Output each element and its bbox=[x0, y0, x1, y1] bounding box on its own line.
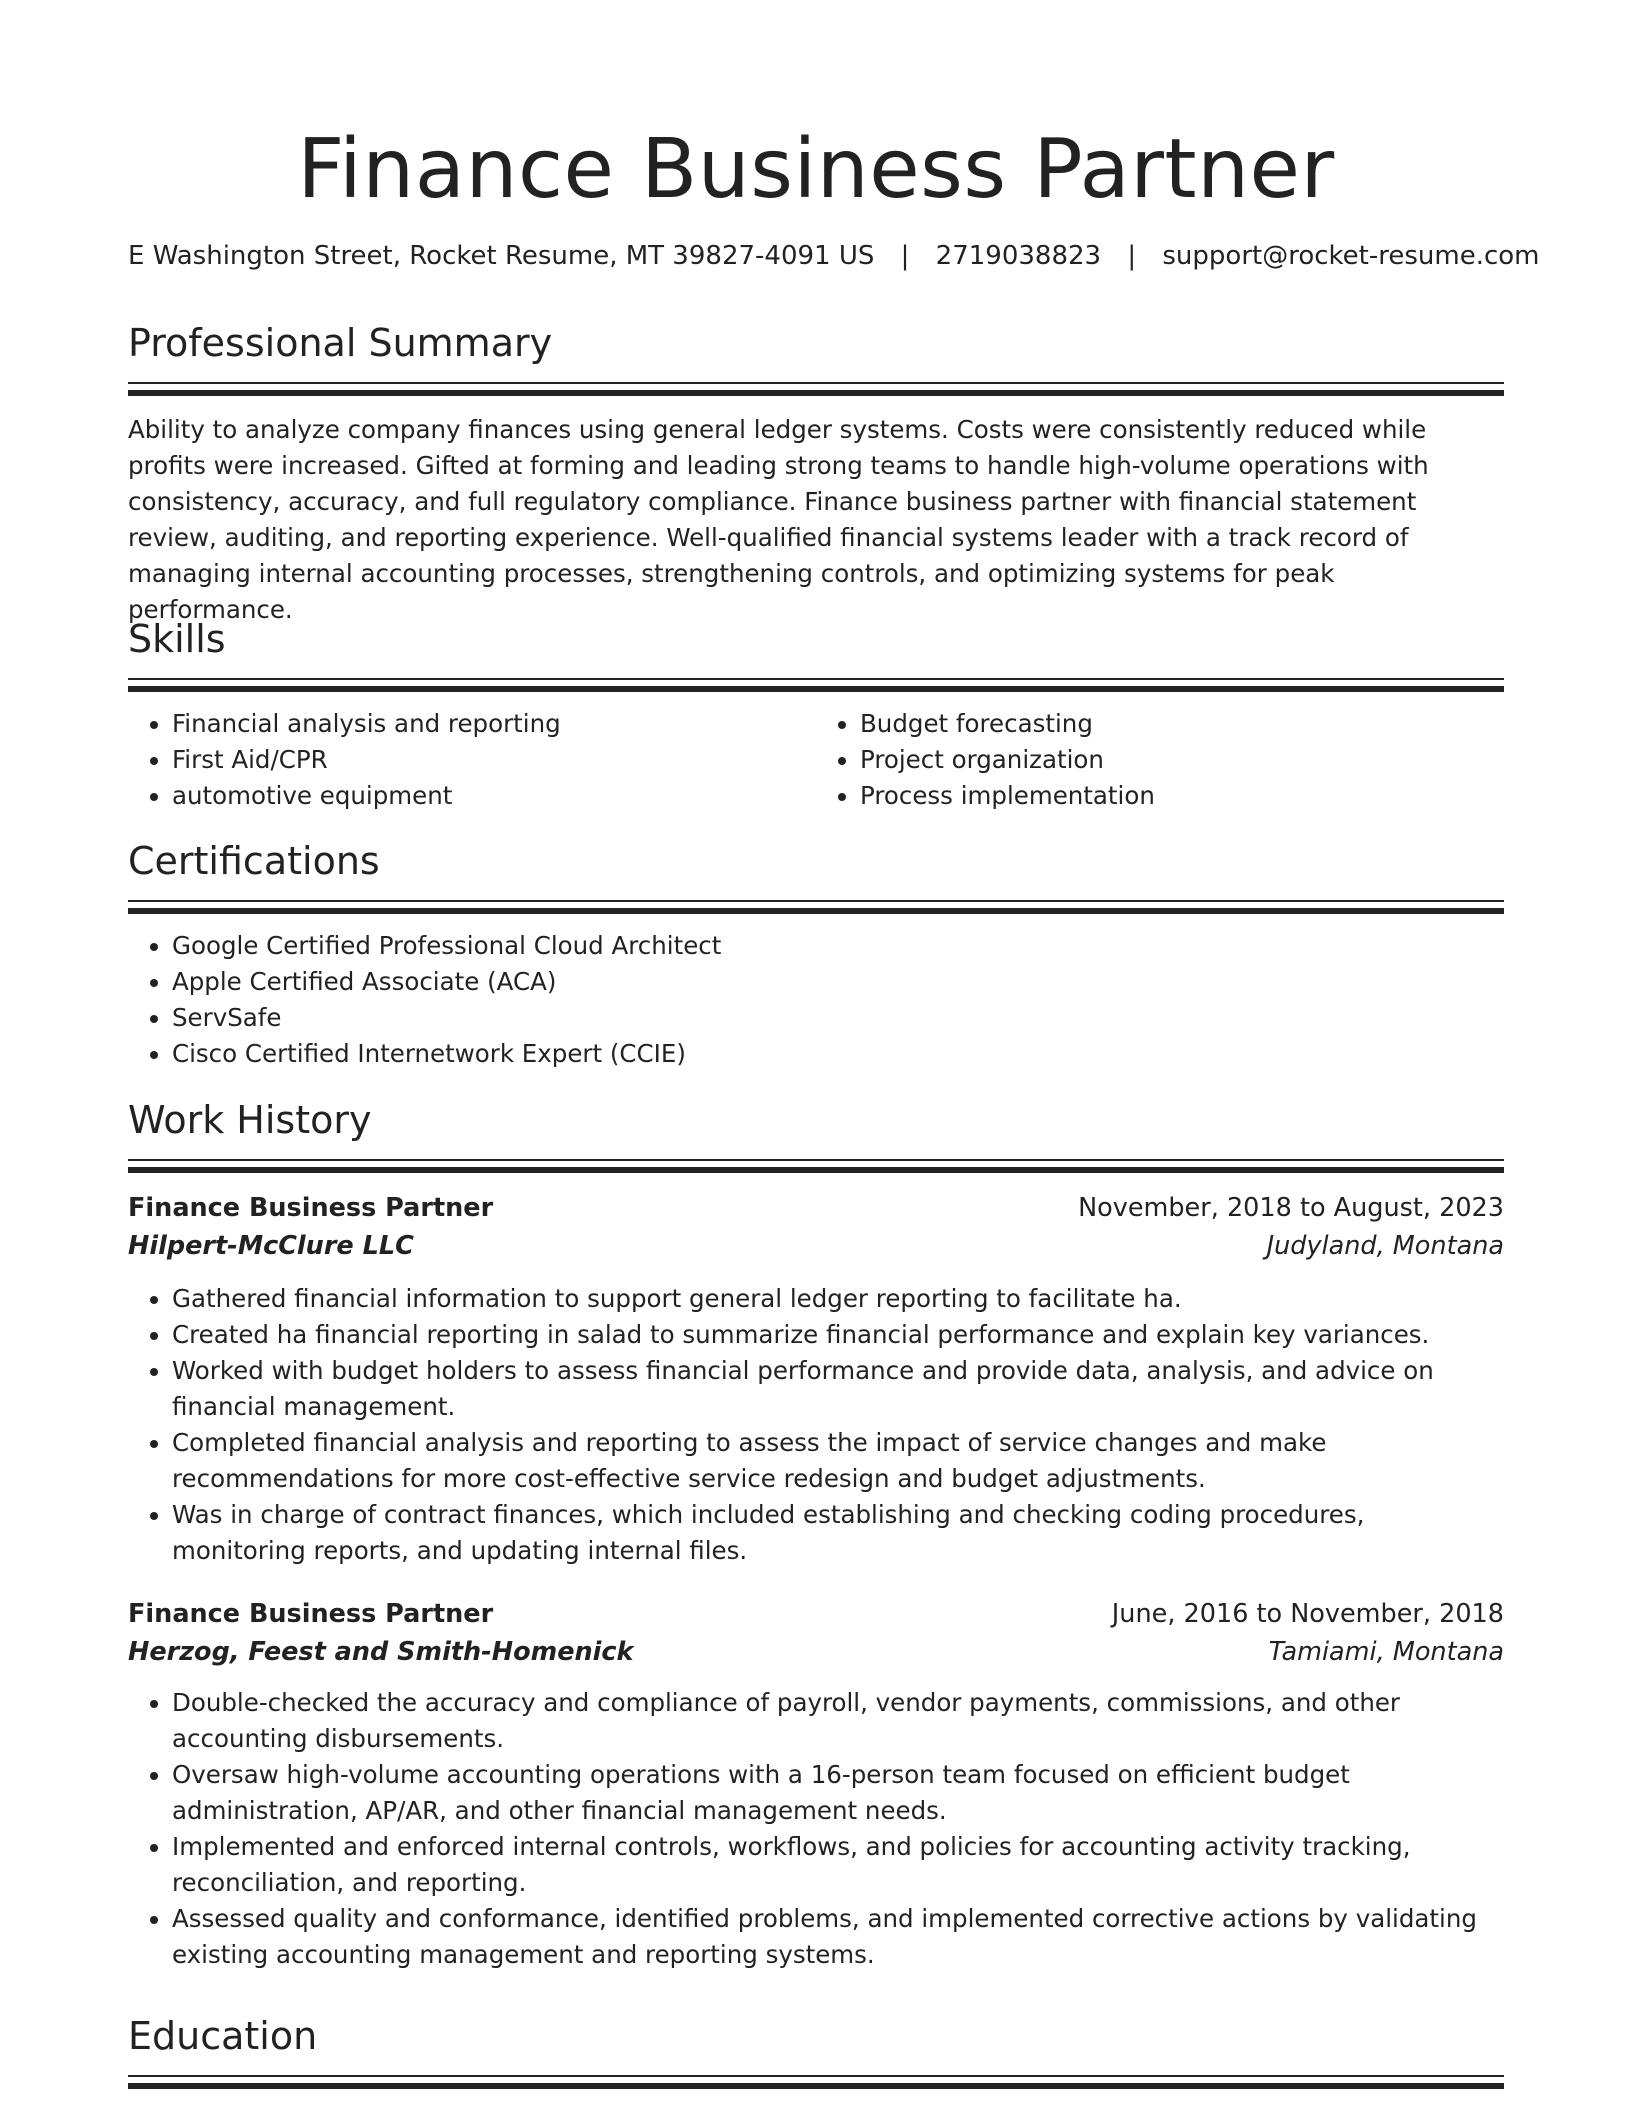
skill-item: • automotive equipment bbox=[172, 778, 816, 814]
certifications-section bbox=[128, 836, 1504, 1072]
job-company: Herzog, Feest and Smith-Homenick bbox=[128, 1637, 634, 1667]
contact-line bbox=[128, 238, 1540, 274]
certifications-list bbox=[128, 928, 1504, 1072]
certification-item: • ServSafe bbox=[172, 1000, 1504, 1036]
skills-list-left bbox=[128, 706, 816, 814]
contact-phone: 2719038823 bbox=[935, 241, 1102, 271]
skills-title: Skills bbox=[128, 617, 226, 661]
job-header bbox=[128, 1595, 1504, 1633]
job-entry bbox=[128, 1189, 1504, 1569]
skills-list-right bbox=[816, 706, 1504, 814]
education-title: Education bbox=[128, 2014, 318, 2058]
work-history-title: Work History bbox=[128, 1098, 372, 1142]
summary-text: Ability to analyze company finances using general ledger systems. Costs were consistently reduced while profits were increased. Gifted at forming and leading strong teams to handle high-volume operations with consistency, accuracy, and full regulatory compliance. Finance business partner with financial statement review, auditing, and reporting experience. Well-qualified financial systems leader with a track record of managing internal accounting processes, strengthening controls, and optimizing systems for peak performance. bbox=[128, 415, 1429, 624]
summary-section bbox=[128, 318, 1504, 628]
certification-item: • Google Certified Professional Cloud Architect bbox=[172, 928, 1504, 964]
contact-email[interactable]: support@rocket-resume.com bbox=[1162, 241, 1540, 271]
skills-section bbox=[128, 614, 1504, 814]
skill-item: • Financial analysis and reporting bbox=[172, 706, 816, 742]
summary-title: Professional Summary bbox=[128, 321, 553, 365]
section-divider-thick bbox=[128, 1167, 1504, 1173]
job-location: Tamiami, Montana bbox=[1268, 1637, 1504, 1667]
job-subheader bbox=[128, 1633, 1504, 1671]
job-dates: June, 2016 to November, 2018 bbox=[1111, 1599, 1504, 1629]
job-entry bbox=[128, 1595, 1504, 1973]
skill-item: • Budget forecasting bbox=[860, 706, 1504, 742]
certifications-title: Certifications bbox=[128, 839, 380, 883]
job-header bbox=[128, 1189, 1504, 1227]
job-location: Judyland, Montana bbox=[1266, 1231, 1504, 1261]
job-company: Hilpert-McClure LLC bbox=[128, 1231, 414, 1261]
job-bullet: • Double-checked the accuracy and compliance of payroll, vendor payments, commissions, and other accounting disbursements. bbox=[172, 1685, 1504, 1757]
job-bullet: • Implemented and enforced internal controls, workflows, and policies for accounting activity tracking, reconciliation, and reporting. bbox=[172, 1829, 1504, 1901]
job-bullet: • Was in charge of contract finances, which included establishing and checking coding procedures, monitoring reports, and updating internal files. bbox=[172, 1497, 1504, 1569]
contact-separator: | bbox=[900, 241, 910, 271]
job-dates: November, 2018 to August, 2023 bbox=[1078, 1193, 1504, 1223]
skills-columns bbox=[128, 692, 1504, 814]
certification-item: • Cisco Certified Internetwork Expert (CCIE) bbox=[172, 1036, 1504, 1072]
job-subheader bbox=[128, 1227, 1504, 1265]
skill-item: • Process implementation bbox=[860, 778, 1504, 814]
section-divider-thick bbox=[128, 390, 1504, 396]
job-bullet: • Completed financial analysis and reporting to assess the impact of service changes and make recommendations for more cost-effective service redesign and budget adjustments. bbox=[172, 1425, 1504, 1497]
contact-separator: | bbox=[1127, 241, 1137, 271]
section-divider bbox=[128, 1159, 1504, 1161]
job-bullet: • Oversaw high-volume accounting operations with a 16-person team focused on efficient budget administration, AP/AR, and other financial management needs. bbox=[172, 1757, 1504, 1829]
work-history-section bbox=[128, 1095, 1504, 1973]
job-bullets bbox=[128, 1685, 1504, 1973]
job-bullet: • Worked with budget holders to assess financial performance and provide data, analysis, and advice on financial management. bbox=[172, 1353, 1504, 1425]
section-divider bbox=[128, 2075, 1504, 2077]
section-divider-thick bbox=[128, 2083, 1504, 2089]
skill-item: • Project organization bbox=[860, 742, 1504, 778]
section-divider bbox=[128, 678, 1504, 680]
job-title: Finance Business Partner bbox=[128, 1599, 494, 1629]
certification-item: • Apple Certified Associate (ACA) bbox=[172, 964, 1504, 1000]
section-divider bbox=[128, 900, 1504, 902]
job-title: Finance Business Partner bbox=[128, 1193, 494, 1223]
job-bullet: • Assessed quality and conformance, identified problems, and implemented corrective actions by validating existing accounting management and reporting systems. bbox=[172, 1901, 1504, 1973]
contact-address: E Washington Street, Rocket Resume, MT 39827-4091 US bbox=[128, 241, 875, 271]
job-bullet: • Gathered financial information to support general ledger reporting to facilitate ha. bbox=[172, 1281, 1504, 1317]
skill-item: • First Aid/CPR bbox=[172, 742, 816, 778]
section-divider-thick bbox=[128, 908, 1504, 914]
job-bullets bbox=[128, 1281, 1504, 1569]
resume-name: Finance Business Partner bbox=[297, 122, 1335, 217]
section-divider bbox=[128, 382, 1504, 384]
job-bullet: • Created ha financial reporting in salad to summarize financial performance and explain key variances. bbox=[172, 1317, 1504, 1353]
education-section bbox=[128, 2011, 1504, 2089]
